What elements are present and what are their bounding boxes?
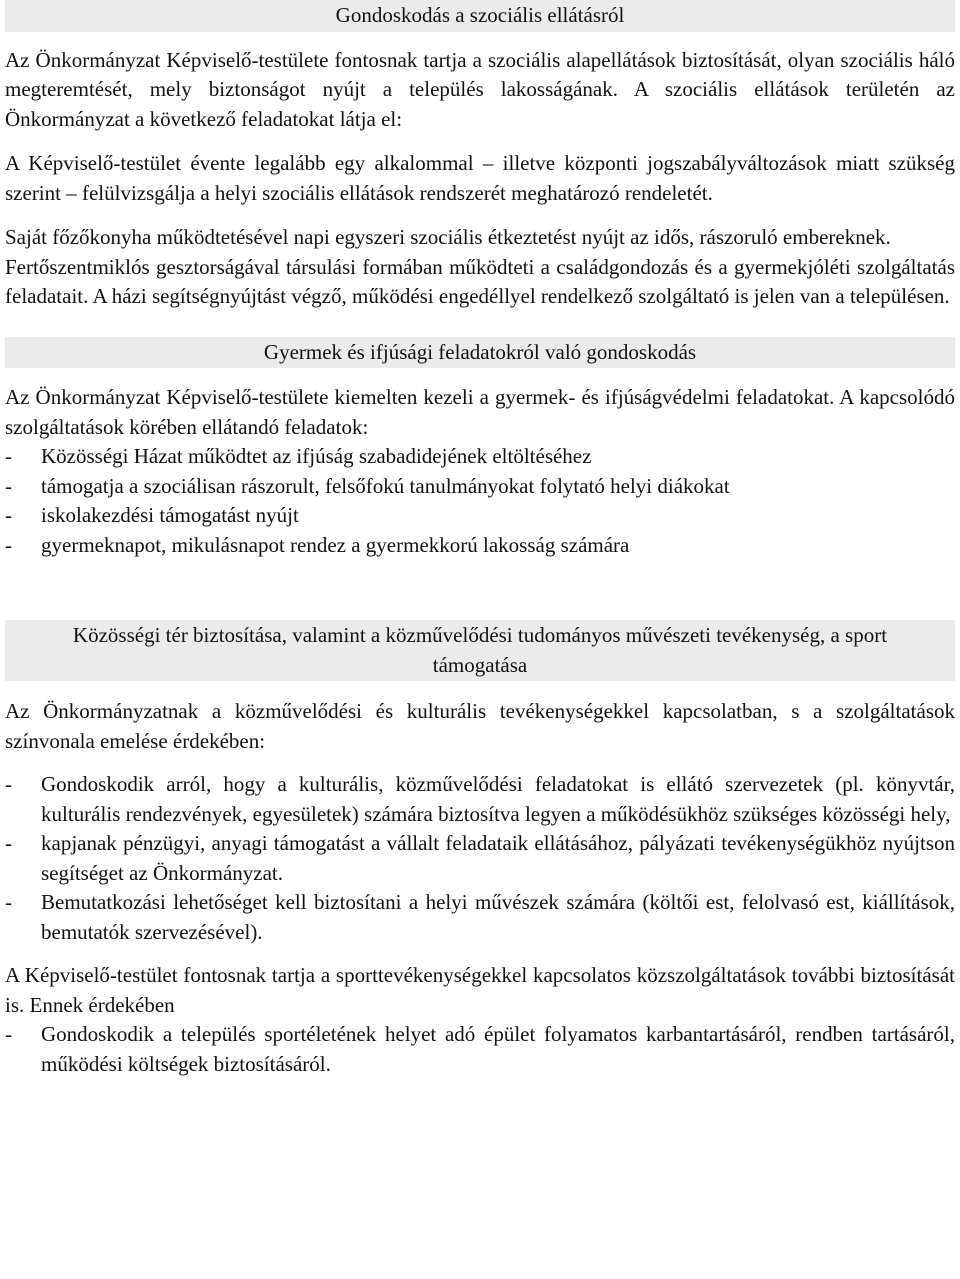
paragraph-social-meals: Saját főzőkonyha működtetésével napi egyszeri szociális étkeztetést nyújt az idős, rászoruló embereknek. xyxy=(5,225,891,249)
section-heading-social: Gondoskodás a szociális ellátásról xyxy=(5,0,955,32)
bullet-dash: - xyxy=(5,890,12,914)
paragraph-culture-intro: Az Önkormányzatnak a közművelődési és kulturális tevékenységekkel kapcsolatban, s a szolgáltatások színvonala emelése érdekében: xyxy=(5,699,955,753)
list-item xyxy=(5,1020,955,1079)
section-heading-culture: Közösségi tér biztosítása, valamint a közművelődési tudományos művészeti tevékenység, a sport támogatása xyxy=(5,620,955,681)
paragraph-sport-intro: A Képviselő-testület fontosnak tartja a sporttevékenységekkel kapcsolatos közszolgáltatások további biztosítását is. Ennek érdekében xyxy=(5,963,955,1017)
list-item-text: Gondoskodik a település sportéletének helyet adó épület folyamatos karbantartásáról, rendben tartásáról, működési költségek biztosításáról. xyxy=(41,1022,955,1076)
list-item xyxy=(5,442,955,472)
bullet-dash: - xyxy=(5,1022,12,1046)
list-item xyxy=(5,472,955,502)
list-item xyxy=(5,888,955,947)
section-heading-youth: Gyermek és ifjúsági feladatokról való gondoskodás xyxy=(5,337,955,369)
list-item-text: Gondoskodik arról, hogy a kulturális, közművelődési feladatokat is ellátó szervezetek (pl. könyvtár, kulturális rendezvények, egyesületek) számára biztosítva legyen a működésükhöz szükséges közösségi hely, xyxy=(41,772,955,826)
list-item xyxy=(5,531,955,561)
bullet-dash: - xyxy=(5,444,12,468)
paragraph-social-association: Fertőszentmiklós gesztorságával társulási formában működteti a családgondozás és a gyermekjóléti szolgáltatás feladatait. A házi segítségnyújtást végző, működési engedéllyel rendelkező szolgáltató is jelen van a településen. xyxy=(5,254,955,308)
bullet-dash: - xyxy=(5,831,12,855)
list-item-text: Közösségi Házat működtet az ifjúság szabadidejének eltöltéséhez xyxy=(41,444,592,468)
list-item xyxy=(5,829,955,888)
list-item-text: gyermeknapot, mikulásnapot rendez a gyermekkorú lakosság számára xyxy=(41,532,630,557)
bullet-dash: - xyxy=(5,772,12,796)
list-item xyxy=(5,501,955,531)
bullet-dash: - xyxy=(5,532,12,557)
paragraph-social-review: A Képviselő-testület évente legalább egy alkalommal – illetve központi jogszabályváltozások miatt szükség szerint – felülvizsgálja a helyi szociális ellátások rendszerét meghatározó rendeletét. xyxy=(5,151,955,205)
paragraph-youth-intro: Az Önkormányzat Képviselő-testülete kiemelten kezeli a gyermek- és ifjúságvédelmi feladatokat. A kapcsolódó szolgáltatások körében ellátandó feladatok: xyxy=(5,385,955,439)
list-item-text: támogatja a szociálisan rászorult, felsőfokú tanulmányokat folytató helyi diákokat xyxy=(41,473,730,498)
bullet-dash: - xyxy=(5,503,12,527)
paragraph-social-intro: Az Önkormányzat Képviselő-testülete fontosnak tartja a szociális alapellátások biztosítását, olyan szociális háló megteremtését, mely biztonságot nyújt a település lakosságának. A szociális ellátások területén az Önkormányzat a következő feladatokat látja el: xyxy=(5,47,955,131)
bullet-dash: - xyxy=(5,473,12,498)
list-item-text: kapjanak pénzügyi, anyagi támogatást a vállalt feladataik ellátásához, pályázati tevékenységükhöz nyújtson segítséget az Önkormányzat. xyxy=(41,831,955,885)
list-item xyxy=(5,770,955,829)
list-item-text: iskolakezdési támogatást nyújt xyxy=(41,503,299,527)
list-item-text: Bemutatkozási lehetőséget kell biztosítani a helyi művészek számára (költői est, felolvasó est, kiállítások, bemutatók szervezésével). xyxy=(41,890,955,944)
